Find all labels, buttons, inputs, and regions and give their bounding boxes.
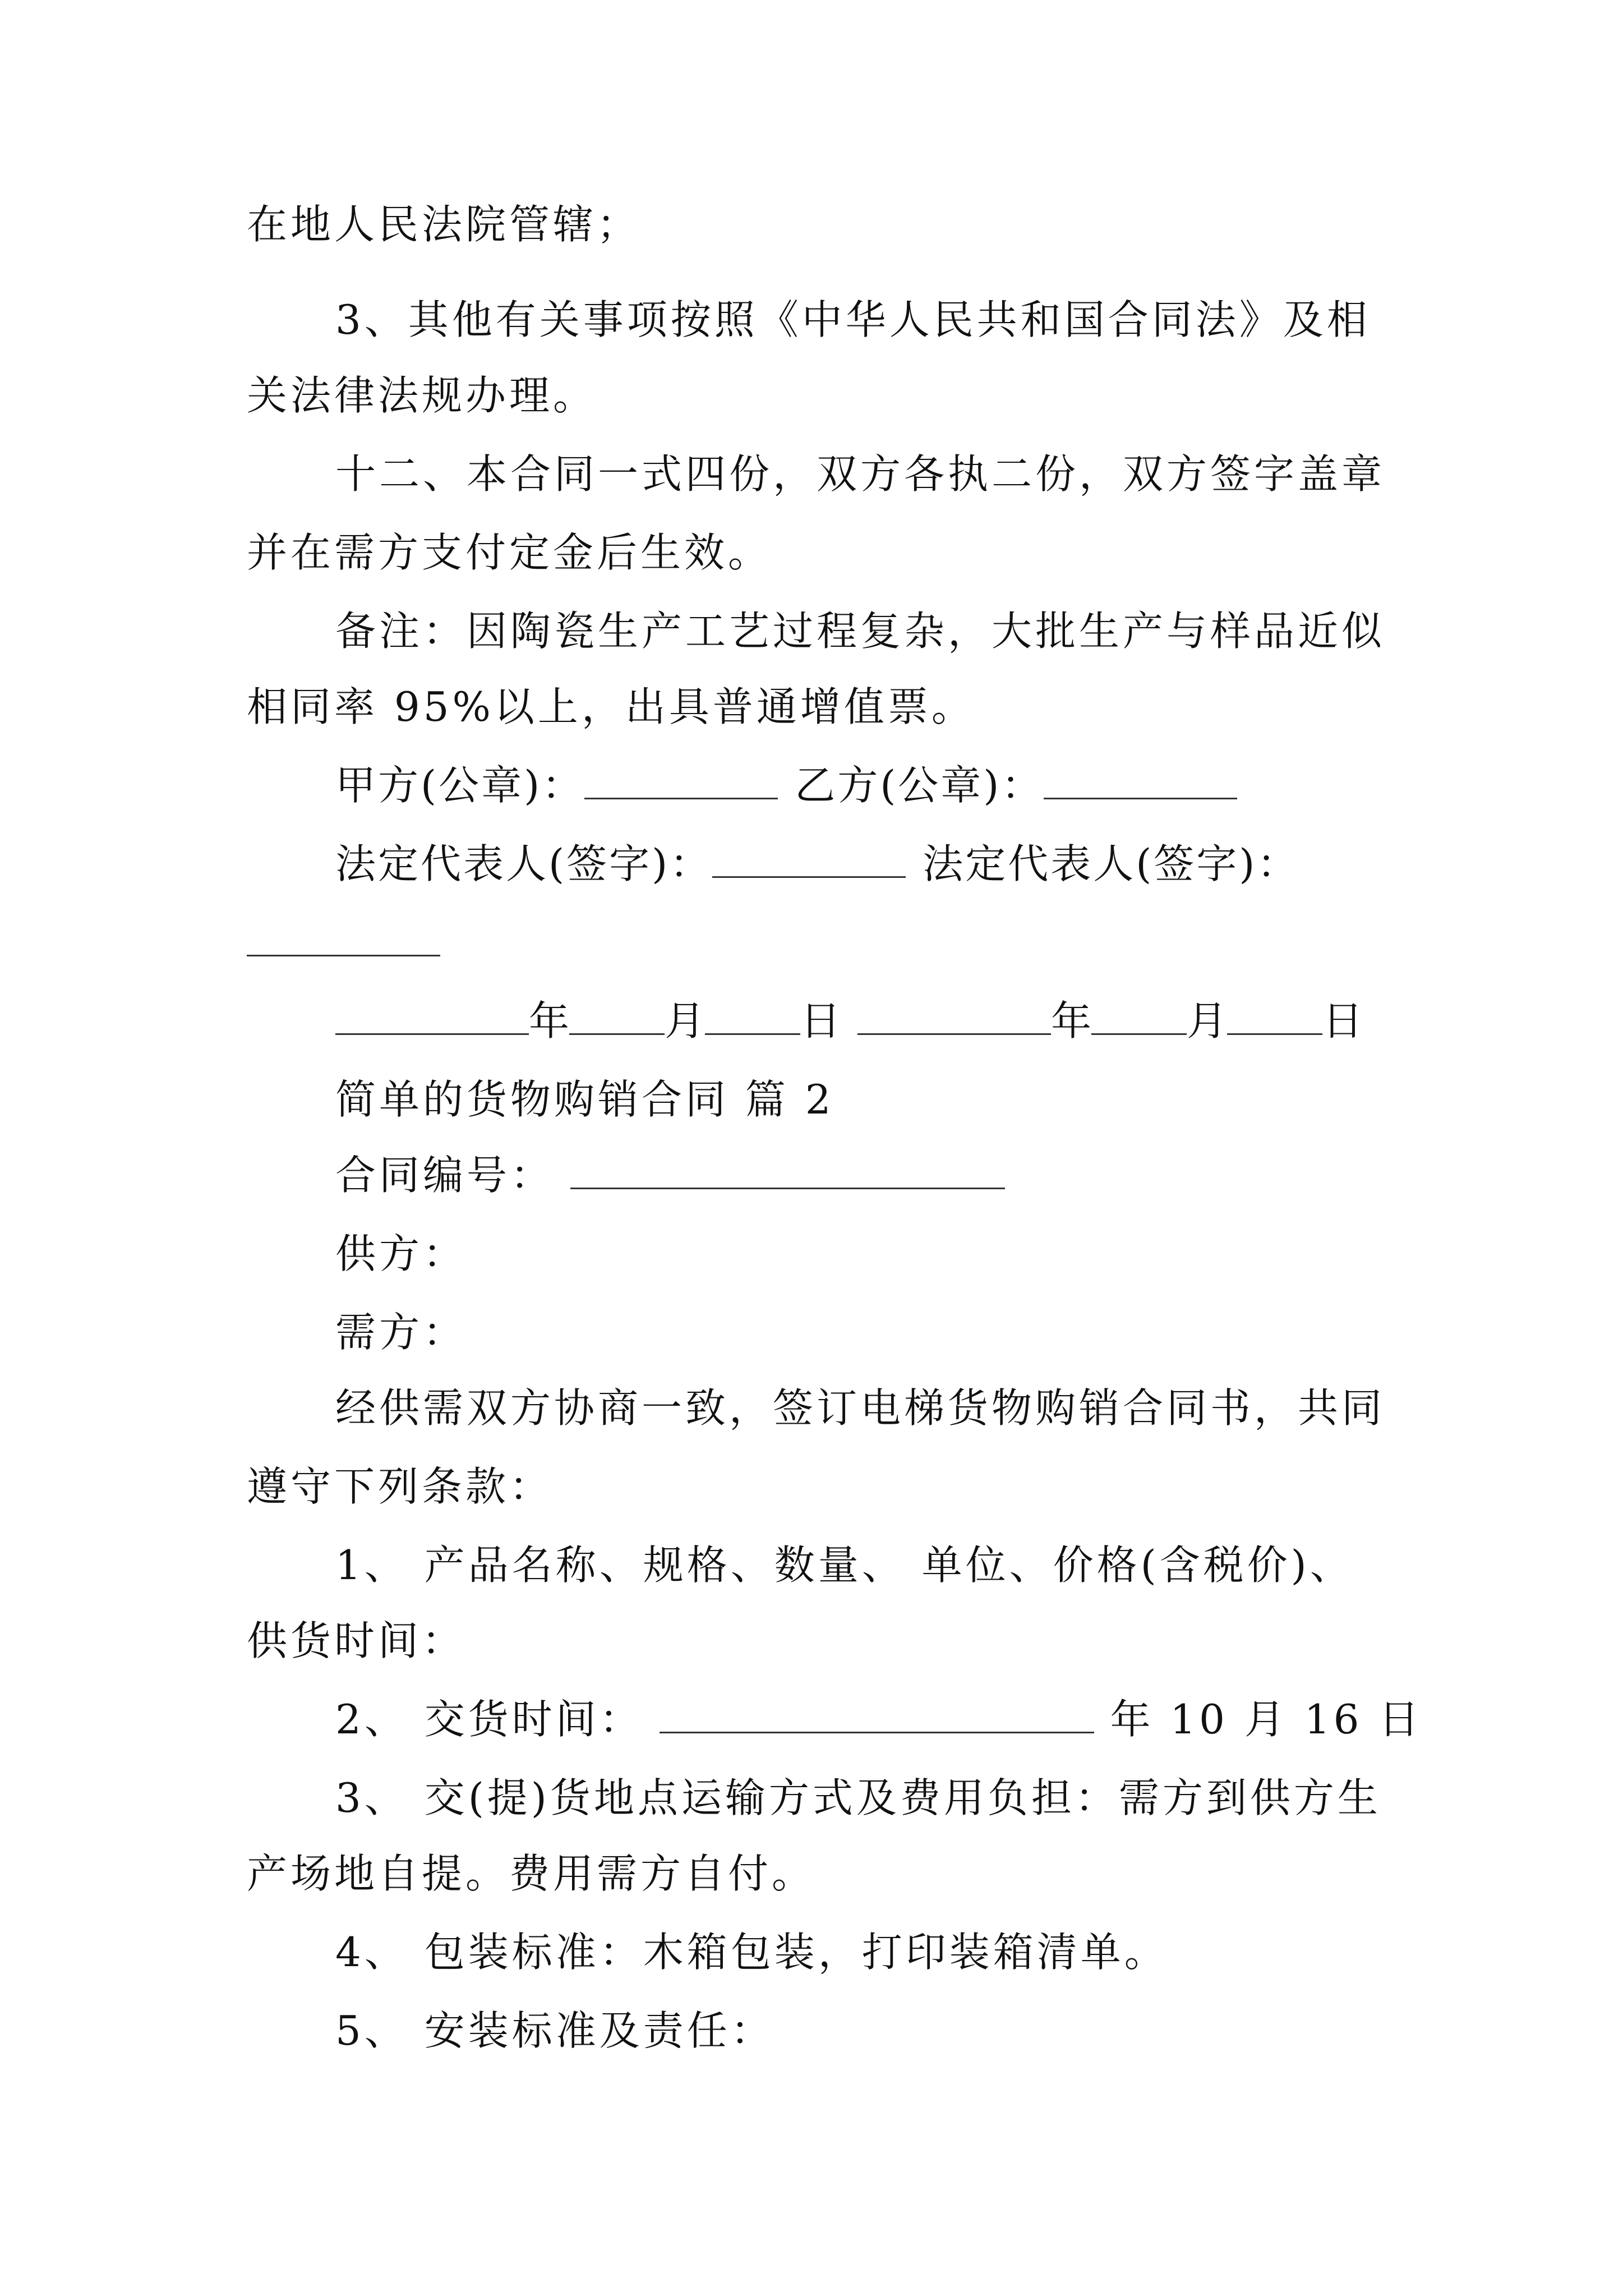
date-a-year-label: 年 bbox=[529, 997, 570, 1045]
buyer-label: 需方： bbox=[335, 1309, 467, 1356]
delivery-time-blank[interactable] bbox=[660, 1695, 1094, 1733]
contract-2-heading: 简单的货物购销合同 篇 2 bbox=[335, 1076, 834, 1123]
party-b-seal-label: 乙方(公章)： bbox=[795, 762, 1044, 809]
clause-2-label: 2、 交货时间： bbox=[335, 1696, 643, 1743]
clause-12-line-1: 十二、本合同一式四份，双方各执二份，双方签字盖章 bbox=[335, 450, 1386, 498]
remark-line-1: 备注：因陶瓷生产工艺过程复杂，大批生产与样品近似 bbox=[335, 608, 1386, 655]
clause-3b-line-1: 3、 交(提)货地点运输方式及费用负担：需方到供方生 bbox=[335, 1774, 1381, 1821]
clause-5: 5、 安装标准及责任： bbox=[335, 2007, 774, 2054]
date-a-day-blank[interactable] bbox=[705, 996, 800, 1035]
date-b-year-label: 年 bbox=[1051, 997, 1092, 1045]
clause-3-line-2: 关法律法规办理。 bbox=[247, 372, 597, 419]
date-b-month-label: 月 bbox=[1187, 997, 1228, 1045]
date-a-year-blank[interactable] bbox=[335, 996, 529, 1035]
clause-3b-line-2: 产场地自提。费用需方自付。 bbox=[247, 1850, 816, 1897]
clause-3-line-1: 3、其他有关事项按照《中华人民共和国合同法》及相 bbox=[335, 296, 1371, 343]
supplier-label: 供方： bbox=[335, 1230, 467, 1277]
legal-rep-b-row bbox=[247, 914, 1380, 970]
clause-1-line-2: 供货时间： bbox=[247, 1617, 466, 1664]
clause-1-line-1: 1、 产品名称、规格、数量、 单位、价格(含税价)、 bbox=[335, 1542, 1354, 1589]
clause-2-date: 年 10 月 16 日 bbox=[1110, 1696, 1423, 1743]
legal-rep-b-label: 法定代表人(签字)： bbox=[923, 840, 1300, 887]
party-a-seal-label: 甲方(公章)： bbox=[335, 762, 585, 809]
legal-rep-a-label: 法定代表人(签字)： bbox=[335, 840, 713, 887]
party-a-seal-blank[interactable] bbox=[584, 761, 778, 799]
date-b-day-label: 日 bbox=[1322, 997, 1363, 1045]
clause-2-row bbox=[335, 1691, 1468, 1747]
intro-line-2: 遵守下列条款： bbox=[247, 1463, 554, 1510]
seal-row bbox=[335, 757, 1468, 813]
contract-number-row bbox=[335, 1147, 1468, 1203]
date-b-year-blank[interactable] bbox=[857, 996, 1051, 1035]
party-b-seal-blank[interactable] bbox=[1044, 761, 1237, 799]
legal-rep-row bbox=[335, 836, 1468, 892]
legal-rep-a-blank[interactable] bbox=[712, 839, 906, 878]
clause-12-line-2: 并在需方支付定金后生效。 bbox=[247, 529, 772, 576]
date-b-day-blank[interactable] bbox=[1227, 996, 1322, 1035]
date-row bbox=[335, 993, 1468, 1049]
date-b-month-blank[interactable] bbox=[1091, 996, 1187, 1035]
date-a-day-label: 日 bbox=[800, 997, 841, 1045]
date-a-month-label: 月 bbox=[665, 997, 706, 1045]
text-line-jurisdiction: 在地人民法院管辖； bbox=[247, 201, 641, 248]
date-a-month-blank[interactable] bbox=[569, 996, 665, 1035]
clause-4: 4、 包装标准：木箱包装，打印装箱清单。 bbox=[335, 1929, 1168, 1976]
legal-rep-b-blank[interactable] bbox=[247, 918, 440, 956]
contract-number-label: 合同编号： bbox=[335, 1152, 555, 1199]
contract-number-blank[interactable] bbox=[570, 1151, 1005, 1189]
intro-line-1: 经供需双方协商一致，签订电梯货物购销合同书，共同 bbox=[335, 1384, 1386, 1432]
remark-line-2: 相同率 95%以上，出具普通增值票。 bbox=[247, 683, 975, 730]
